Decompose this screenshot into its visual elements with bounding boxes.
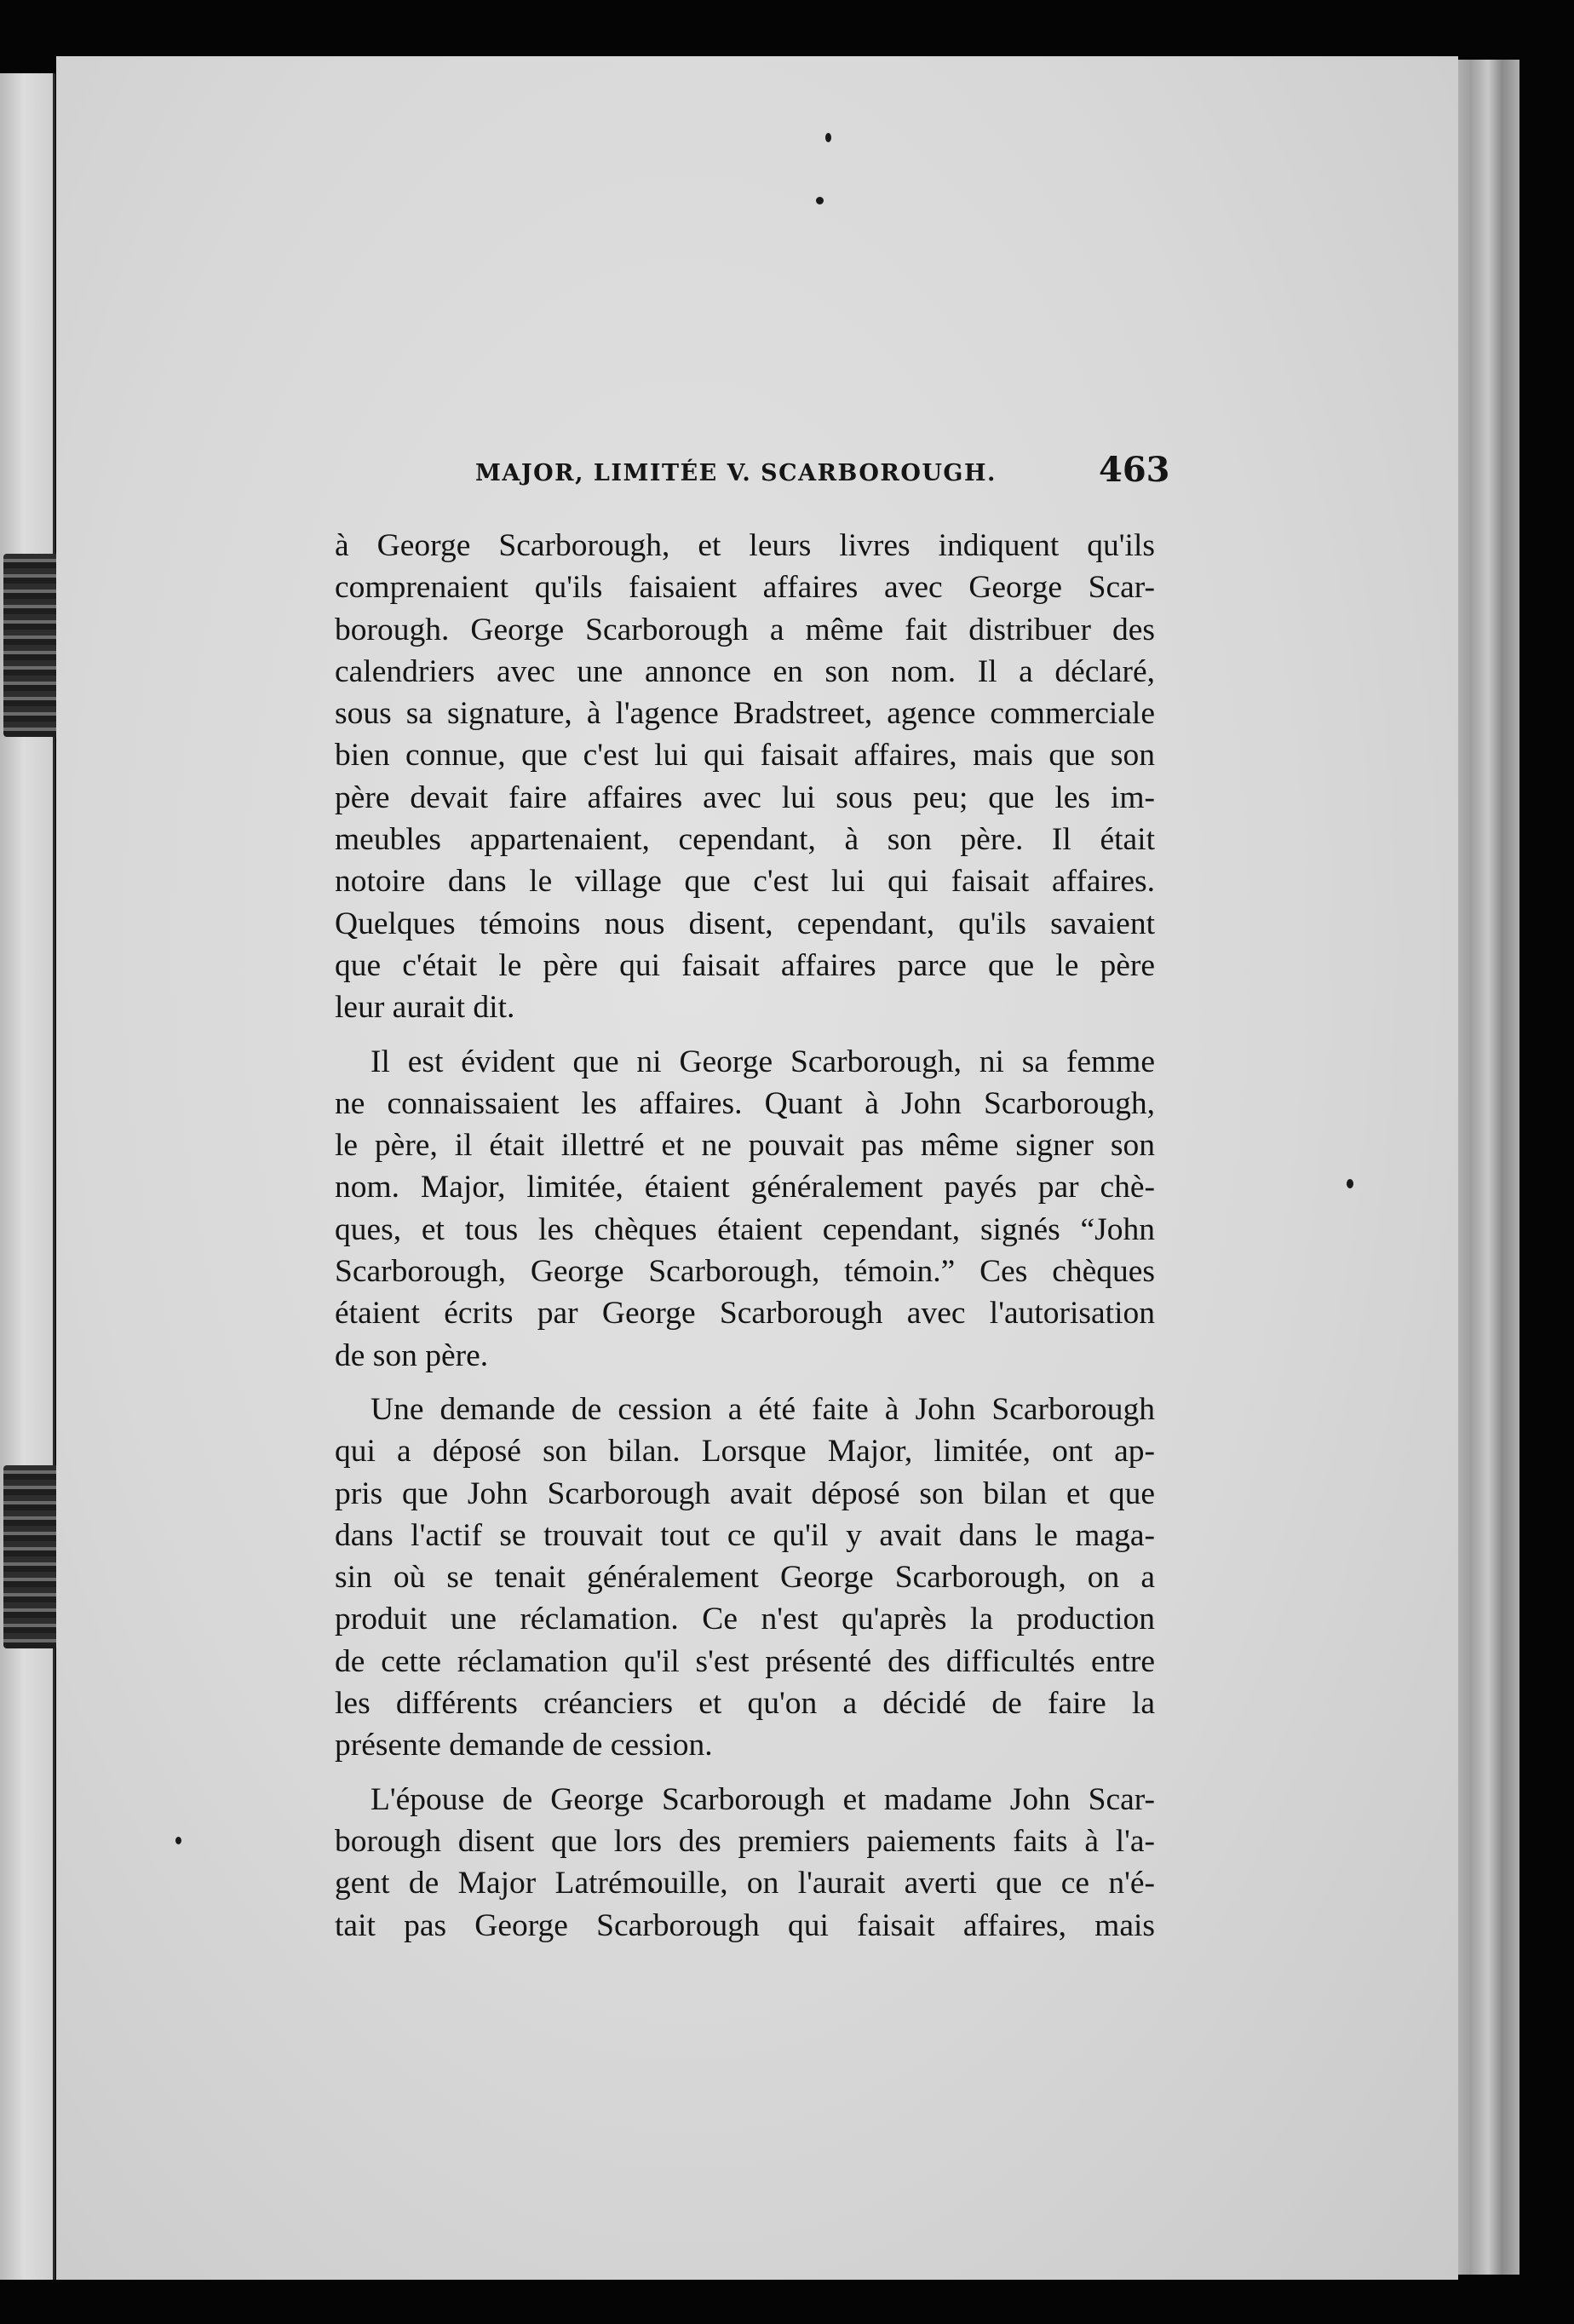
dust-speck <box>825 133 831 142</box>
text-line: tait pas George Scarborough qui faisait affaires, mais <box>335 1907 1155 1943</box>
text-line: leur aurait dit. <box>335 990 515 1026</box>
paragraph <box>335 1041 1155 1377</box>
body-text <box>335 525 1155 1959</box>
binding-tab <box>3 1465 63 1648</box>
text-line: Quelques témoins nous disent, cependant, qu'ils savaient <box>335 906 1155 941</box>
text-line: à George Scarborough, et leurs livres indiquent qu'ils <box>335 528 1155 563</box>
text-line: calendriers avec une annonce en son nom. Il a déclaré, <box>335 653 1155 689</box>
text-line: nom. Major, limitée, étaient généralement payés par chè- <box>335 1170 1155 1205</box>
text-line: borough. George Scarborough a même fait distribuer des <box>335 612 1155 647</box>
text-line: comprenaient qu'ils faisaient affaires avec George Scar- <box>335 570 1155 606</box>
text-line: L'épouse de George Scarborough et madame John Scar- <box>371 1781 1155 1817</box>
binding-tab <box>3 554 63 737</box>
text-line: père devait faire affaires avec lui sous peu; que les im- <box>335 779 1155 815</box>
text-line: meubles appartenaient, cependant, à son père. Il était <box>335 822 1155 858</box>
text-line: sin où se tenait généralement George Scarborough, on a <box>335 1560 1155 1596</box>
facing-page-edge <box>0 73 55 2280</box>
dust-speck <box>1347 1179 1353 1188</box>
text-line: borough disent que lors des premiers paiements faits à l'a- <box>335 1823 1155 1859</box>
text-line: Une demande de cession a été faite à John Scarborough <box>371 1391 1155 1427</box>
dust-speck <box>175 1837 181 1844</box>
text-line: que c'était le père qui faisait affaires parce que le père <box>335 947 1155 983</box>
page-number: 463 <box>1099 450 1170 490</box>
stacked-page-edges <box>1448 60 1519 2275</box>
text-line: le père, il était illettré et ne pouvait pas même signer son <box>335 1128 1155 1164</box>
dust-speck <box>816 197 824 204</box>
text-line: étaient écrits par George Scarborough avec l'autorisation <box>335 1296 1155 1332</box>
text-line: ne connaissaient les affaires. Quant à John Scarborough, <box>335 1085 1155 1121</box>
text-line: de cette réclamation qu'il s'est présenté des difficultés entre <box>335 1643 1155 1679</box>
book-page <box>56 56 1458 2280</box>
text-line: gent de Major Latrémouille, on l'aurait averti que ce n'é- <box>335 1866 1155 1901</box>
text-line: ques, et tous les chèques étaient cependant, signés “John <box>335 1211 1155 1247</box>
paragraph <box>335 525 1155 1029</box>
text-line: notoire dans le village que c'est lui qui faisait affaires. <box>335 864 1155 900</box>
text-line: présente demande de cession. <box>335 1728 713 1763</box>
text-line: Scarborough, George Scarborough, témoin.” Ces chèques <box>335 1254 1155 1290</box>
text-line: sous sa signature, à l'agence Bradstreet, agence commerciale <box>335 696 1155 732</box>
text-line: pris que John Scarborough avait déposé son bilan et que <box>335 1476 1155 1511</box>
text-line: de son père. <box>335 1337 489 1373</box>
text-line: les différents créanciers et qu'on a décidé de faire la <box>335 1686 1155 1722</box>
text-line: Il est évident que ni George Scarborough, ni sa femme <box>371 1044 1155 1079</box>
text-line: bien connue, que c'est lui qui faisait affaires, mais que son <box>335 738 1155 774</box>
running-head: MAJOR, LIMITÉE V. SCARBOROUGH. <box>475 460 997 486</box>
text-line: qui a déposé son bilan. Lorsque Major, limitée, ont ap- <box>335 1434 1155 1470</box>
text-line: dans l'actif se trouvait tout ce qu'il y avait dans le maga- <box>335 1517 1155 1553</box>
paragraph <box>335 1389 1155 1767</box>
text-line: produit une réclamation. Ce n'est qu'après la production <box>335 1602 1155 1637</box>
paragraph <box>335 1779 1155 1947</box>
